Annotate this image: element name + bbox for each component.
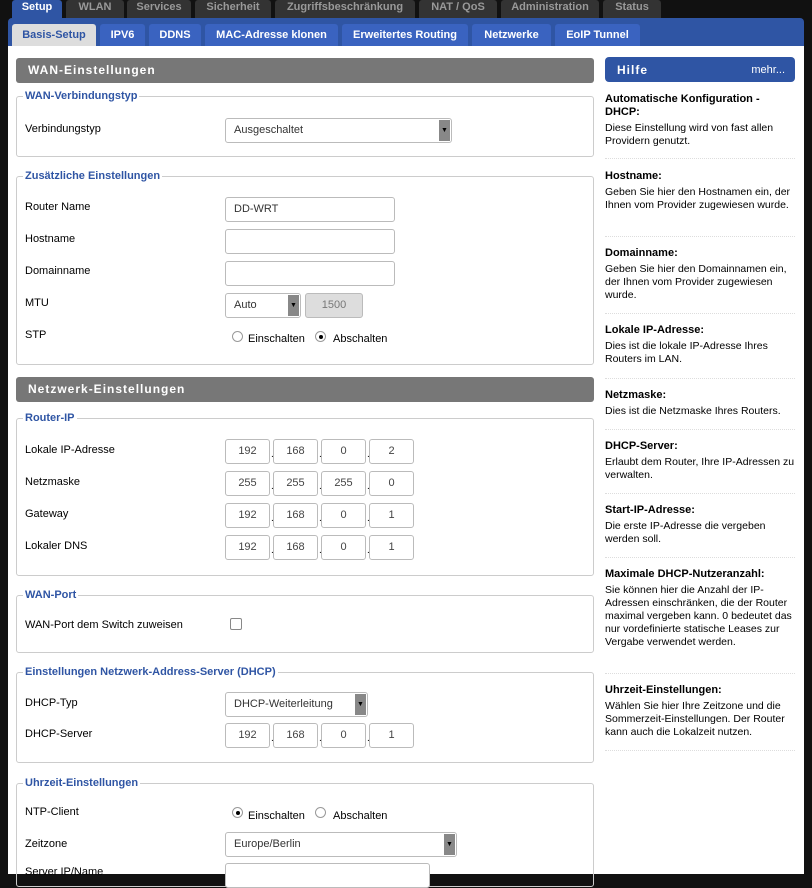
subtab-basis-setup[interactable]: Basis-Setup xyxy=(12,24,96,46)
label: Domainname xyxy=(25,265,91,277)
local-ip-octet-input[interactable]: 0 xyxy=(321,439,366,464)
separator-dot: . xyxy=(367,481,370,492)
label: MTU xyxy=(25,297,49,309)
local-ip-octet-input[interactable]: 2 xyxy=(369,439,414,464)
tab-services[interactable]: Services xyxy=(127,0,191,18)
dhcp-server-octet-input[interactable]: 192 xyxy=(225,723,270,748)
label: Verbindungstyp xyxy=(25,123,101,135)
separator-dot: . xyxy=(271,513,274,524)
label: Router Name xyxy=(25,201,91,213)
subtab-eoip[interactable]: EoIP Tunnel xyxy=(555,24,640,46)
ntp-on-radio[interactable] xyxy=(232,807,243,818)
tab-wlan[interactable]: WLAN xyxy=(66,0,124,18)
ntp-server-input[interactable] xyxy=(225,863,430,888)
router-name-input[interactable]: DD-WRT xyxy=(225,197,395,222)
label: Netzmaske xyxy=(25,476,81,488)
radio-label: Einschalten xyxy=(248,810,305,822)
divider xyxy=(605,313,795,314)
wan-header: WAN-Einstellungen xyxy=(16,58,594,83)
legend: Zusätzliche Einstellungen xyxy=(25,170,161,182)
network-header: Netzwerk-Einstellungen xyxy=(16,377,594,402)
value: Europe/Berlin xyxy=(234,838,301,850)
help-heading: Lokale IP-Adresse: xyxy=(605,324,705,336)
help-heading: Domainname: xyxy=(605,247,678,259)
tab-setup[interactable]: Setup xyxy=(12,0,62,18)
label: STP xyxy=(25,329,47,341)
hostname-input[interactable] xyxy=(225,229,395,254)
help-header xyxy=(605,57,795,82)
label: DHCP-Typ xyxy=(25,697,78,709)
dns-octet-input[interactable]: 192 xyxy=(225,535,270,560)
chevron-down-icon: ▼ xyxy=(355,694,366,715)
domain-input[interactable] xyxy=(225,261,395,286)
separator-dot: . xyxy=(367,449,370,460)
help-item xyxy=(605,247,795,302)
netmask-octet-input[interactable]: 255 xyxy=(273,471,318,496)
help-text: Diese Einstellung wird von fast allen Providern genutzt. xyxy=(605,122,774,147)
dhcp-server-octet-input[interactable]: 1 xyxy=(369,723,414,748)
help-item xyxy=(605,170,795,212)
dhcp-server-octet-input[interactable]: 168 xyxy=(273,723,318,748)
label: NTP-Client xyxy=(25,806,79,818)
help-text: Wählen Sie hier Ihre Zeitzone und die Sommerzeit-Einstellungen. Der Router kann auch die Lokalzeit nutzen. xyxy=(605,700,785,738)
dns-octet-input[interactable]: 0 xyxy=(321,535,366,560)
netmask-octet-input[interactable]: 0 xyxy=(369,471,414,496)
value: Auto xyxy=(234,299,257,311)
divider xyxy=(605,158,795,159)
label: Hostname xyxy=(25,233,76,245)
tab-zugriff[interactable]: Zugriffsbeschränkung xyxy=(275,0,415,18)
legend: Einstellungen Netzwerk-Address-Server (DHCP) xyxy=(25,666,276,678)
divider xyxy=(605,673,795,674)
mtu-select[interactable] xyxy=(225,293,301,318)
radio-label: Abschalten xyxy=(333,810,388,822)
label: Lokaler DNS xyxy=(25,540,88,552)
gateway-octet-input[interactable]: 192 xyxy=(225,503,270,528)
gateway-octet-input[interactable]: 0 xyxy=(321,503,366,528)
stp-on-radio[interactable] xyxy=(232,331,243,342)
tab-nat-qos[interactable]: NAT / QoS xyxy=(419,0,497,18)
legend: WAN-Verbindungstyp xyxy=(25,90,138,102)
chevron-down-icon: ▼ xyxy=(439,120,450,141)
value: DHCP-Weiterleitung xyxy=(234,698,333,710)
divider xyxy=(605,493,795,494)
tab-administration[interactable]: Administration xyxy=(501,0,599,18)
help-heading: Uhrzeit-Einstellungen: xyxy=(605,684,722,696)
timezone-select[interactable] xyxy=(225,832,457,857)
separator-dot: . xyxy=(271,449,274,460)
help-item xyxy=(605,440,795,482)
label: Lokale IP-Adresse xyxy=(25,444,115,456)
separator-dot: . xyxy=(319,545,322,556)
help-title: Hilfe xyxy=(617,63,649,77)
gateway-octet-input[interactable]: 168 xyxy=(273,503,318,528)
label: Server IP/Name xyxy=(25,866,104,878)
label: Zeitzone xyxy=(25,838,68,850)
separator-dot: . xyxy=(367,733,370,744)
ntp-off-radio[interactable] xyxy=(315,807,326,818)
stp-off-radio[interactable] xyxy=(315,331,326,342)
dhcp-server-octet-input[interactable]: 0 xyxy=(321,723,366,748)
dhcp-type-select[interactable] xyxy=(225,692,368,717)
subtab-ddns[interactable]: DDNS xyxy=(149,24,201,46)
help-text: Dies ist die Netzmaske Ihres Routers. xyxy=(605,405,781,417)
subtab-routing[interactable]: Erweitertes Routing xyxy=(342,24,468,46)
help-heading: DHCP-Server: xyxy=(605,440,678,452)
tab-sicherheit[interactable]: Sicherheit xyxy=(195,0,271,18)
chevron-down-icon: ▼ xyxy=(288,295,299,316)
divider xyxy=(605,750,795,751)
help-text: Erlaubt dem Router, Ihre IP-Adressen zu verwalten. xyxy=(605,456,795,481)
help-heading: Hostname: xyxy=(605,170,662,182)
local-ip-octet-input[interactable]: 192 xyxy=(225,439,270,464)
separator-dot: . xyxy=(367,513,370,524)
separator-dot: . xyxy=(367,545,370,556)
label: WAN-Port dem Switch zuweisen xyxy=(25,619,183,631)
help-text: Geben Sie hier den Domainnamen ein, der Ihnen vom Provider zugewiesen wurde. xyxy=(605,263,787,301)
connection-type-select[interactable] xyxy=(225,118,452,143)
separator-dot: . xyxy=(319,481,322,492)
separator-dot: . xyxy=(319,733,322,744)
help-item xyxy=(605,324,795,366)
help-heading: Netzmaske: xyxy=(605,389,667,401)
help-text: Dies ist die lokale IP-Adresse Ihres Routers im LAN. xyxy=(605,340,768,365)
subtab-netzwerke[interactable]: Netzwerke xyxy=(472,24,551,46)
separator-dot: . xyxy=(319,449,322,460)
separator-dot: . xyxy=(271,545,274,556)
chevron-down-icon: ▼ xyxy=(444,834,455,855)
dns-octet-input[interactable]: 168 xyxy=(273,535,318,560)
help-text: Geben Sie hier den Hostnamen ein, der Ihnen vom Provider zugewiesen wurde. xyxy=(605,186,791,211)
separator-dot: . xyxy=(271,733,274,744)
legend: Uhrzeit-Einstellungen xyxy=(25,777,139,789)
help-heading: Maximale DHCP-Nutzeranzahl: xyxy=(605,568,765,580)
radio-label: Abschalten xyxy=(333,333,388,345)
help-item xyxy=(605,93,795,148)
local-ip-octet-input[interactable]: 168 xyxy=(273,439,318,464)
help-text: Sie können hier die Anzahl der IP-Adressen einschränken, die der Router maximal vergeben kann. 0 bedeutet das nur vordefinierte statische Leases zur Vergabe verwendet werden. xyxy=(605,584,792,648)
divider xyxy=(605,236,795,237)
help-text: Die erste IP-Adresse die vergeben werden soll. xyxy=(605,520,766,545)
subtab-mac-klonen[interactable]: MAC-Adresse klonen xyxy=(205,24,338,46)
separator-dot: . xyxy=(271,481,274,492)
help-item xyxy=(605,684,795,739)
divider xyxy=(605,429,795,430)
separator-dot: . xyxy=(319,513,322,524)
value: Ausgeschaltet xyxy=(234,124,304,136)
gateway-octet-input[interactable]: 1 xyxy=(369,503,414,528)
help-heading: Automatische Konfiguration - DHCP: xyxy=(605,93,760,118)
help-more-link[interactable]: mehr... xyxy=(751,64,785,76)
help-heading: Start-IP-Adresse: xyxy=(605,504,695,516)
help-item xyxy=(605,504,795,546)
label: DHCP-Server xyxy=(25,728,93,740)
legend: WAN-Port xyxy=(25,589,77,601)
legend: Router-IP xyxy=(25,412,75,424)
subtab-ipv6[interactable]: IPV6 xyxy=(100,24,145,46)
divider xyxy=(605,378,795,379)
tab-status[interactable]: Status xyxy=(603,0,661,18)
help-item xyxy=(605,568,795,649)
divider xyxy=(605,557,795,558)
netmask-octet-input[interactable]: 255 xyxy=(321,471,366,496)
help-item xyxy=(605,389,795,418)
radio-label: Einschalten xyxy=(248,333,305,345)
dns-octet-input[interactable]: 1 xyxy=(369,535,414,560)
wan-port-checkbox[interactable] xyxy=(230,618,242,630)
label: Gateway xyxy=(25,508,69,520)
netmask-octet-input[interactable]: 255 xyxy=(225,471,270,496)
mtu-value-input[interactable]: 1500 xyxy=(305,293,363,318)
